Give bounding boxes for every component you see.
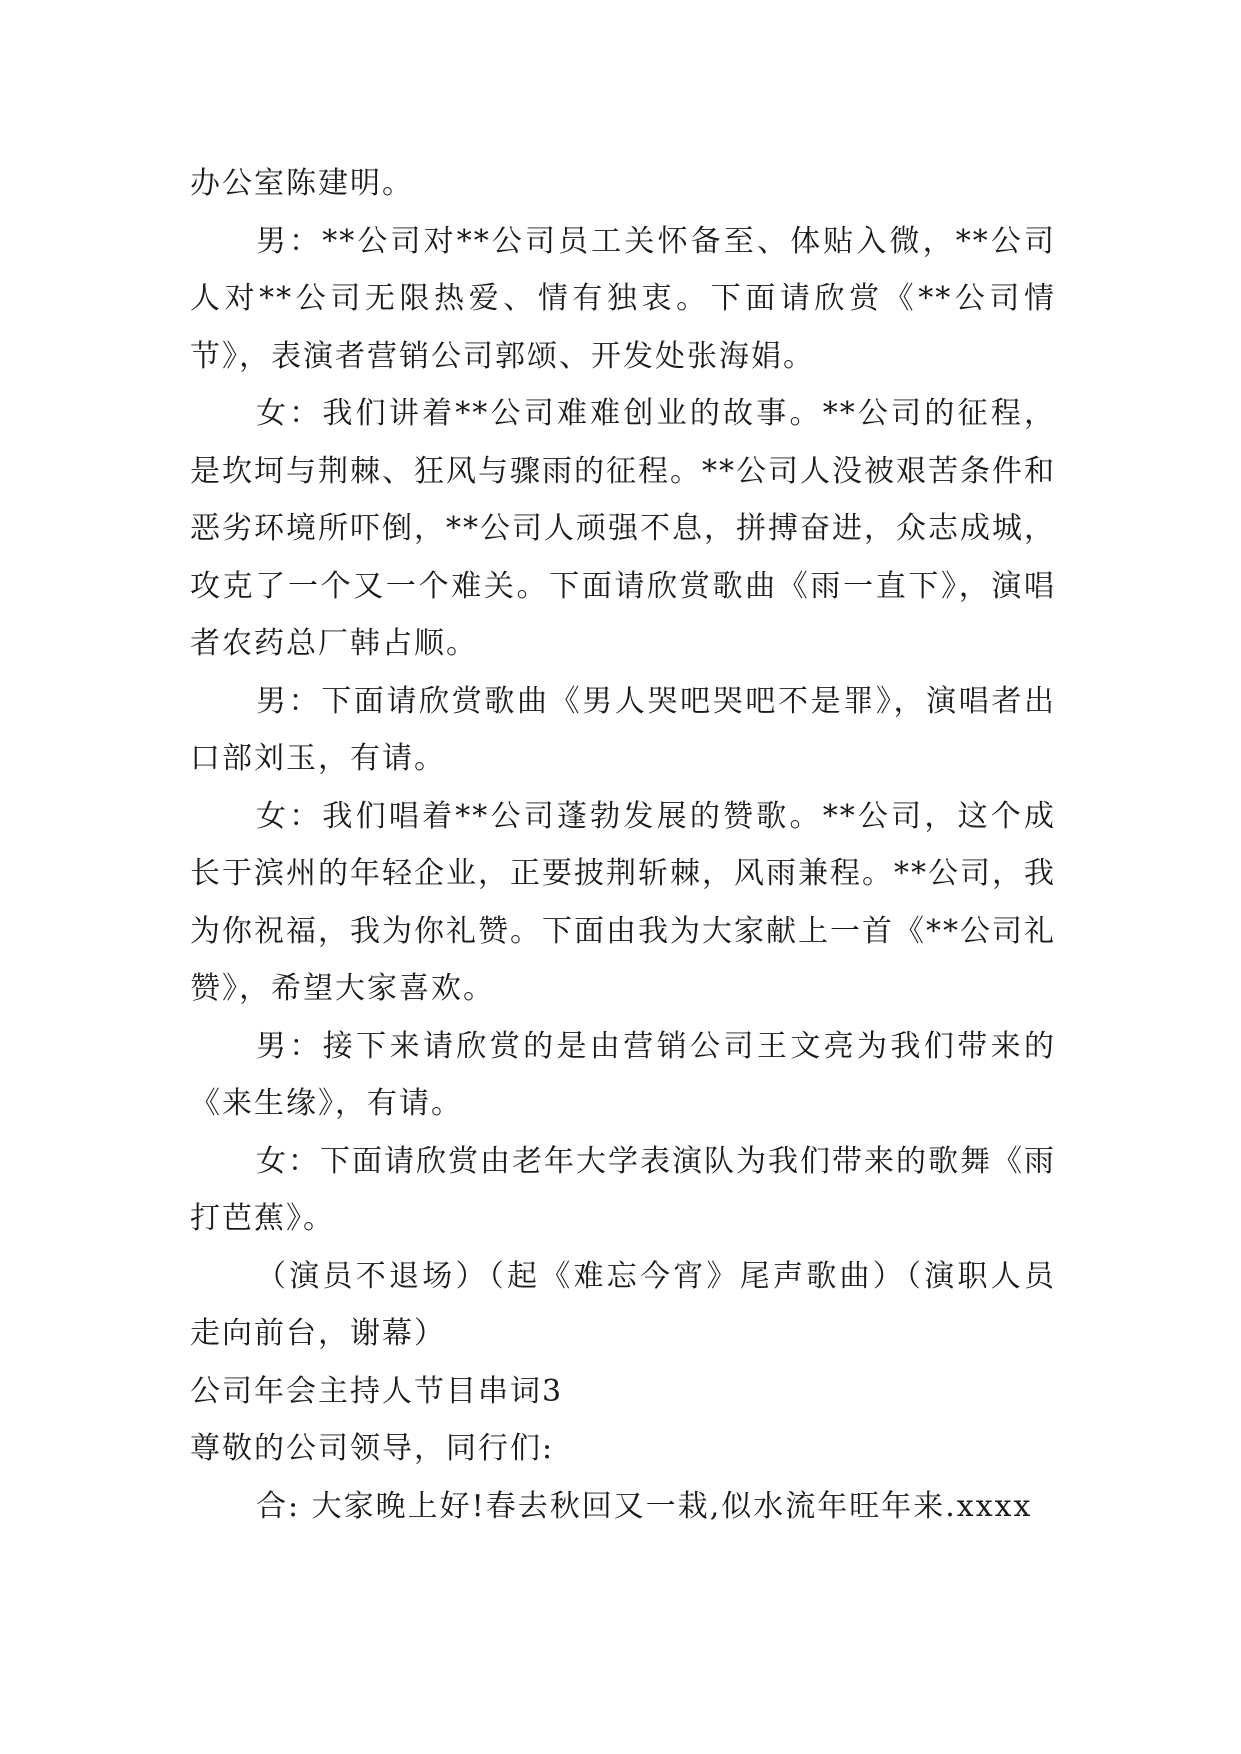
paragraph-6: 男：接下来请欣赏的是由营销公司王文亮为我们带来的《来生缘》，有请。 xyxy=(190,1028,1056,1121)
section-heading: 公司年会主持人节目串词3 xyxy=(190,1373,564,1409)
paragraph-1: 办公室陈建明。 xyxy=(190,166,414,201)
paragraph-4: 男：下面请欣赏歌曲《男人哭吧哭吧不是罪》，演唱者出口部刘玉，有请。 xyxy=(190,683,1056,776)
paragraph-11: 合: 大家晚上好!春去秋回又一栽,似水流年旺年来.xxxx xyxy=(256,1488,1033,1524)
paragraph-8: （演员不退场）（起《难忘今宵》尾声歌曲）（演职人员走向前台，谢幕） xyxy=(190,1258,1056,1351)
salutation: 尊敬的公司领导，同行们: xyxy=(190,1431,555,1466)
paragraph-5: 女：我们唱着**公司蓬勃发展的赞歌。**公司，这个成长于滨州的年轻企业，正要披荆斩棘，风雨兼程。**公司，我为你祝福，我为你礼赞。下面由我为大家献上一首《**公司礼赞》，希望大家喜欢。 xyxy=(190,798,1056,1006)
paragraph-3: 女：我们讲着**公司难难创业的故事。**公司的征程，是坎坷与荆棘、狂风与骤雨的征程。**公司人没被艰苦条件和恶劣环境所吓倒，**公司人顽强不息，拼搏奋进，众志成城，攻克了一个又一个难关。下面请欣赏歌曲《雨一直下》，演唱者农药总厂韩占顺。 xyxy=(190,396,1056,661)
paragraph-2: 男：**公司对**公司员工关怀备至、体贴入微，**公司人对**公司无限热爱、情有独衷。下面请欣赏《**公司情节》，表演者营销公司郭颂、开发处张海娟。 xyxy=(190,223,1056,374)
document-page xyxy=(190,155,1056,1535)
paragraph-7: 女：下面请欣赏由老年大学表演队为我们带来的歌舞《雨打芭蕉》。 xyxy=(190,1143,1056,1236)
